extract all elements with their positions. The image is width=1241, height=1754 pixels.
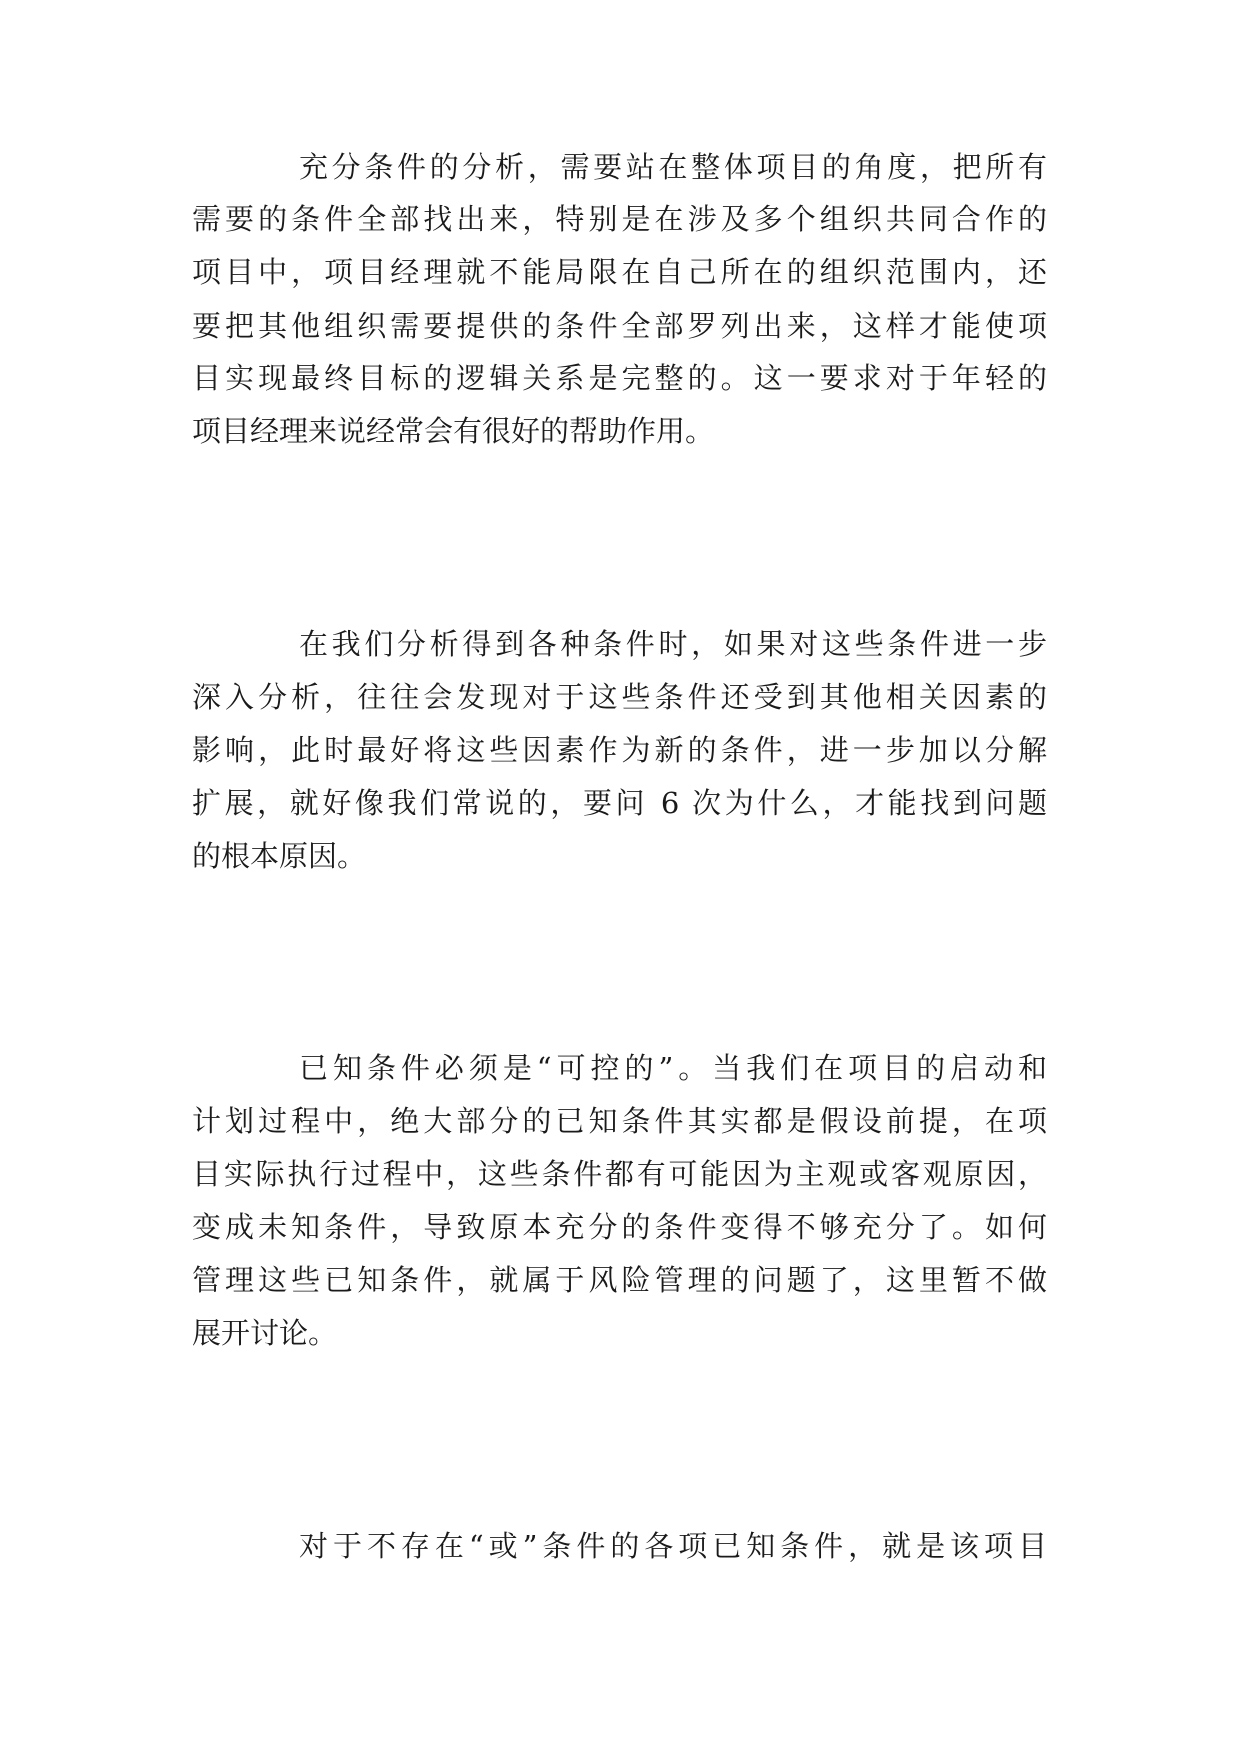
paragraph-2-line-1: 在我们分析得到各种条件时，如果对这些条件进一步 [299,627,1047,661]
paragraph-3-line-4: 变成未知条件，导致原本充分的条件变得不够充分了。如何 [192,1210,1047,1244]
paragraph-1-line-6: 项目经理来说经常会有很好的帮助作用。 [192,414,715,448]
paragraph-2-line-5: 的根本原因。 [192,839,367,873]
paragraph-3-line-3: 目实际执行过程中，这些条件都有可能因为主观或客观原因， [192,1157,1047,1191]
paragraph-1-line-2: 需要的条件全部找出来，特别是在涉及多个组织共同合作的 [192,202,1047,236]
paragraph-4-line-1: 对于不存在“或”条件的各项已知条件，就是该项目 [299,1529,1047,1563]
paragraph-3-line-5: 管理这些已知条件，就属于风险管理的问题了，这里暂不做 [192,1263,1047,1297]
paragraph-3-line-6: 展开讨论。 [192,1316,338,1350]
paragraph-1-line-4: 要把其他组织需要提供的条件全部罗列出来，这样才能使项 [192,309,1047,343]
paragraph-1-line-3: 项目中，项目经理就不能局限在自己所在的组织范围内，还 [192,255,1047,289]
paragraph-2-line-4: 扩展，就好像我们常说的，要问 6 次为什么，才能找到问题 [192,786,1047,820]
paragraph-1-line-5: 目实现最终目标的逻辑关系是完整的。这一要求对于年轻的 [192,361,1047,395]
paragraph-3-line-1: 已知条件必须是“可控的”。当我们在项目的启动和 [299,1051,1047,1085]
paragraph-3-line-2: 计划过程中，绝大部分的已知条件其实都是假设前提，在项 [192,1104,1047,1138]
paragraph-1-line-1: 充分条件的分析，需要站在整体项目的角度，把所有 [299,150,1047,184]
paragraph-2-line-3: 影响，此时最好将这些因素作为新的条件，进一步加以分解 [192,733,1047,767]
paragraph-2-line-2: 深入分析，往往会发现对于这些条件还受到其他相关因素的 [192,680,1047,714]
